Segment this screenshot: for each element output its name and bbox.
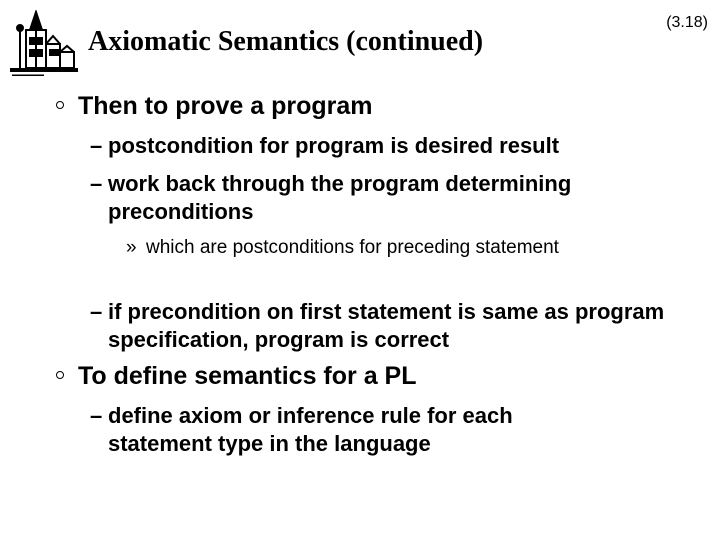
sub-bullet-item [90, 170, 670, 226]
circle-bullet-icon [56, 371, 64, 379]
sub-bullet-text: postcondition for program is desired result [108, 133, 560, 158]
circle-bullet-icon [56, 101, 64, 109]
bullet-text: To define semantics for a PL [78, 362, 417, 390]
dash-marker: – [90, 299, 103, 324]
dash-marker: – [90, 171, 103, 196]
dash-marker: – [90, 133, 103, 158]
bullet-text: Then to prove a program [78, 92, 373, 120]
slide-number: (3.18) [666, 14, 708, 31]
sub-bullet-item [90, 132, 670, 160]
sub-bullet-text: work back through the program determining preconditions [108, 171, 572, 224]
dash-marker: – [90, 403, 103, 428]
chevron-marker: » [126, 237, 137, 258]
bullet-item [56, 362, 417, 391]
sub-bullet-text: define axiom or inference rule for each statement type in the language [108, 403, 513, 456]
sub-bullet-text: if precondition on first statement is same as program specification, program is correct [108, 299, 665, 352]
sub-sub-bullet-text: which are postconditions for preceding statement [146, 237, 559, 258]
sub-sub-bullet-item [126, 236, 606, 260]
bullet-item [56, 92, 372, 121]
slide-title: Axiomatic Semantics (continued) [88, 26, 484, 57]
sub-bullet-item [90, 298, 670, 354]
sub-bullet-item [90, 402, 610, 458]
